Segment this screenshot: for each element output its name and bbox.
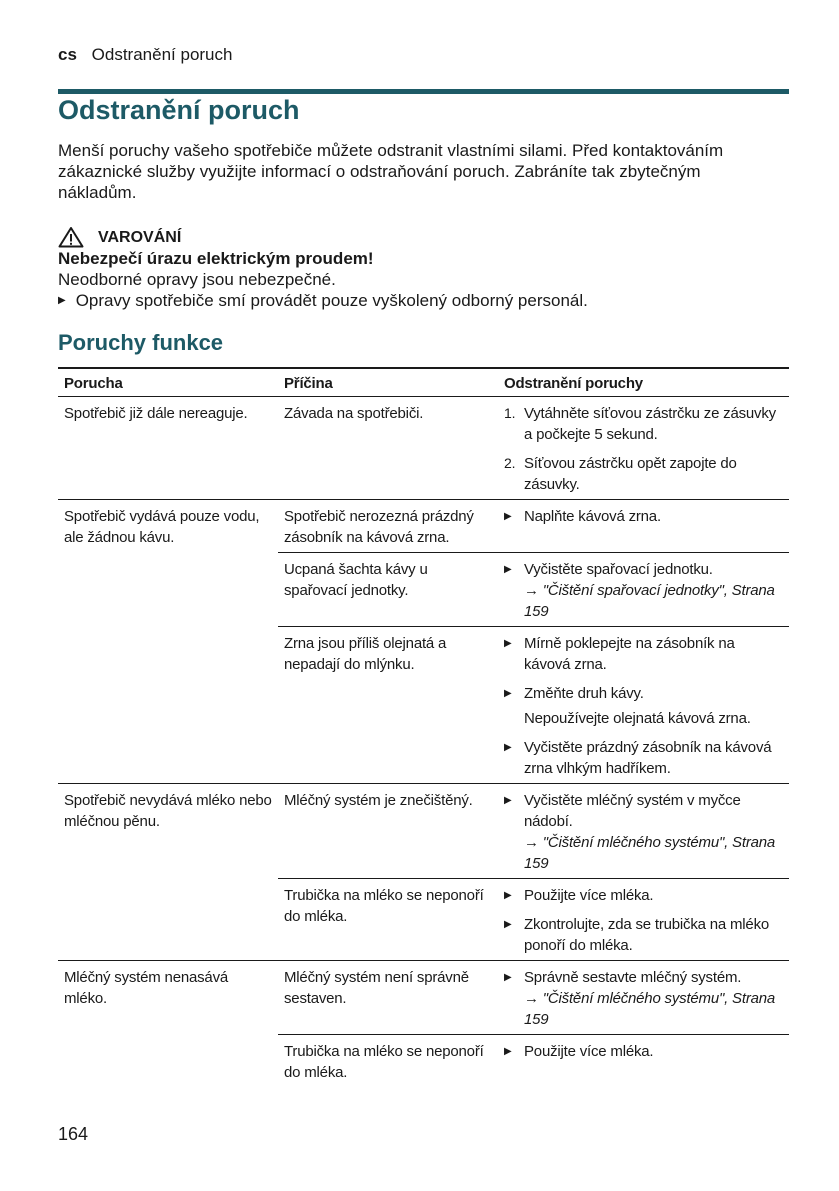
remedy-step bbox=[504, 506, 783, 527]
column-header-fault: Porucha bbox=[58, 368, 278, 397]
warning-step-text: Opravy spotřebiče smí provádět pouze vyškolený odborný personál. bbox=[75, 291, 588, 310]
step-marker-icon: ▶ bbox=[504, 890, 512, 901]
remedy-text: Vyčistěte prázdný zásobník na kávová zrna vlhkým hadříkem. bbox=[524, 739, 772, 777]
remedy-note: Nepoužívejte olejnatá kávová zrna. bbox=[524, 710, 751, 727]
remedy-step bbox=[504, 559, 783, 622]
fault-cell: Mléčný systém nenasává mléko. bbox=[58, 961, 278, 1088]
section-title: Poruchy funkce bbox=[58, 330, 224, 355]
remedy-cell bbox=[498, 1035, 789, 1088]
step-marker-icon: ▶ bbox=[504, 688, 512, 699]
remedy-step bbox=[504, 683, 783, 729]
step-marker-icon: ▶ bbox=[504, 1046, 512, 1057]
remedy-step bbox=[504, 967, 783, 1030]
remedy-text: Naplňte kávová zrna. bbox=[524, 508, 661, 525]
running-header bbox=[58, 45, 232, 65]
table-row bbox=[58, 397, 789, 500]
step-marker-icon: ▶ bbox=[58, 295, 66, 306]
step-marker-icon: ▶ bbox=[504, 638, 512, 649]
step-marker-icon: ▶ bbox=[504, 742, 512, 753]
remedy-step bbox=[504, 885, 783, 906]
step-marker-icon: ▶ bbox=[504, 972, 512, 983]
warning-icon bbox=[58, 226, 84, 248]
intro-paragraph: Menší poruchy vašeho spotřebiče můžete odstranit vlastními silami. Před kontaktováním zákaznické služby využijte informací o odstraňování poruch. Zabráníte tak zbytečným nákladům. bbox=[58, 141, 724, 202]
warning-danger: Nebezpečí úrazu elektrickým proudem! bbox=[58, 249, 374, 268]
warning-title bbox=[58, 226, 789, 248]
cross-reference-link[interactable]: → "Čištění mléčného systému", Strana 159 bbox=[524, 834, 776, 872]
remedy-step bbox=[504, 1041, 783, 1062]
header-section: Odstranění poruch bbox=[91, 45, 233, 64]
step-marker-icon: ▶ bbox=[504, 795, 512, 806]
page-title: Odstranění poruch bbox=[58, 95, 300, 125]
remedy-step bbox=[504, 914, 783, 956]
fault-cell: Spotřebič vydává pouze vodu, ale žádnou kávu. bbox=[58, 500, 278, 784]
remedy-step bbox=[504, 790, 783, 874]
remedy-text: Správně sestavte mléčný systém. bbox=[524, 969, 742, 986]
cause-cell: Trubička na mléko se neponoří do mléka. bbox=[278, 1035, 498, 1088]
remedy-text: Síťovou zástrčku opět zapojte do zásuvky. bbox=[524, 455, 737, 493]
cause-cell: Ucpaná šachta kávy u spařovací jednotky. bbox=[278, 553, 498, 627]
warning-box bbox=[58, 226, 789, 311]
column-header-remedy: Odstranění poruchy bbox=[498, 368, 789, 397]
table-row bbox=[58, 784, 789, 879]
remedy-step bbox=[504, 737, 783, 779]
step-number: 1. bbox=[504, 405, 516, 421]
cause-cell: Spotřebič nerozezná prázdný zásobník na kávová zrna. bbox=[278, 500, 498, 553]
remedy-cell bbox=[498, 397, 789, 500]
table-row bbox=[58, 961, 789, 1035]
cause-cell: Mléčný systém je znečištěný. bbox=[278, 784, 498, 879]
remedy-text: Vyčistěte spařovací jednotku. bbox=[524, 561, 713, 578]
cause-cell: Závada na spotřebiči. bbox=[278, 397, 498, 500]
remedy-cell bbox=[498, 627, 789, 784]
step-marker-icon: ▶ bbox=[504, 564, 512, 575]
cross-reference-link[interactable]: → "Čištění mléčného systému", Strana 159 bbox=[524, 990, 776, 1028]
warning-label: VAROVÁNÍ bbox=[98, 228, 182, 246]
remedy-step bbox=[504, 403, 783, 445]
cause-cell: Mléčný systém není správně sestaven. bbox=[278, 961, 498, 1035]
language-code: cs bbox=[58, 45, 77, 64]
fault-cell: Spotřebič nevydává mléko nebo mléčnou pěnu. bbox=[58, 784, 278, 961]
remedy-cell bbox=[498, 784, 789, 879]
remedy-cell bbox=[498, 553, 789, 627]
warning-text: Neodborné opravy jsou nebezpečné. bbox=[58, 270, 336, 289]
title-rule bbox=[58, 89, 789, 94]
remedy-cell bbox=[498, 961, 789, 1035]
remedy-text: Použijte více mléka. bbox=[524, 887, 654, 904]
fault-cell: Spotřebič již dále nereaguje. bbox=[58, 397, 278, 500]
remedy-step bbox=[504, 453, 783, 495]
step-number: 2. bbox=[504, 455, 516, 471]
remedy-text: Zkontrolujte, zda se trubička na mléko ponoří do mléka. bbox=[524, 916, 770, 954]
column-header-cause: Příčina bbox=[278, 368, 498, 397]
remedy-cell bbox=[498, 500, 789, 553]
remedy-text: Vyčistěte mléčný systém v myčce nádobí. bbox=[524, 792, 741, 830]
fault-table bbox=[58, 367, 789, 1087]
remedy-step bbox=[504, 633, 783, 675]
step-marker-icon: ▶ bbox=[504, 919, 512, 930]
remedy-text: Mírně poklepejte na zásobník na kávová zrna. bbox=[524, 635, 735, 673]
cause-cell: Zrna jsou příliš olejnatá a nepadají do mlýnku. bbox=[278, 627, 498, 784]
table-row bbox=[58, 500, 789, 553]
remedy-text: Změňte druh kávy. bbox=[524, 685, 644, 702]
table-header-row bbox=[58, 368, 789, 397]
remedy-cell bbox=[498, 879, 789, 961]
remedy-text: Vytáhněte síťovou zástrčku ze zásuvky a počkejte 5 sekund. bbox=[524, 405, 776, 443]
step-marker-icon: ▶ bbox=[504, 511, 512, 522]
cause-cell: Trubička na mléko se neponoří do mléka. bbox=[278, 879, 498, 961]
page-number: 164 bbox=[58, 1124, 89, 1144]
warning-step bbox=[58, 290, 789, 311]
remedy-text: Použijte více mléka. bbox=[524, 1043, 654, 1060]
cross-reference-link[interactable]: → "Čištění spařovací jednotky", Strana 159 bbox=[524, 582, 775, 620]
